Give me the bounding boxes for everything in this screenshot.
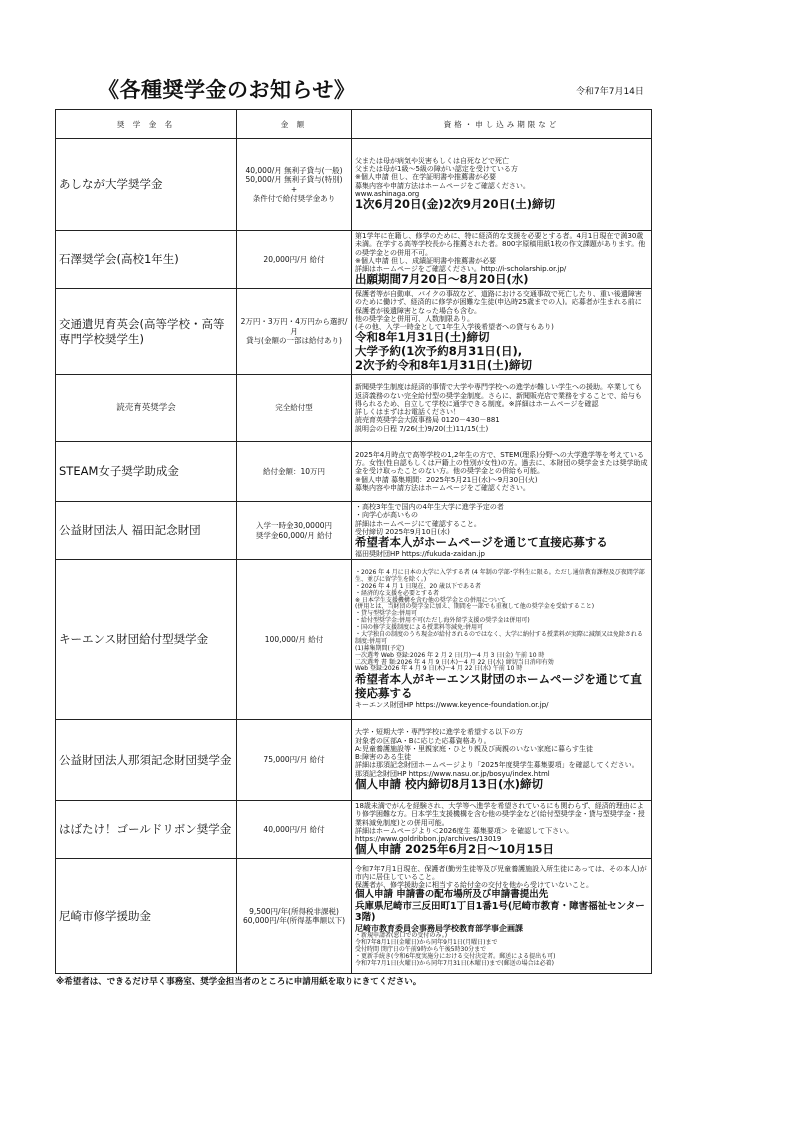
scholarship-amount: [237, 375, 352, 442]
table-row: [56, 560, 652, 720]
table-row: [56, 375, 652, 442]
scholarship-amount: [237, 289, 352, 375]
detail-line: 詳細はホームページをご確認ください。http://i-scholarship.or.jp/: [355, 265, 567, 273]
detail-line: 那須記念財団HP https://www.nasu.or.jp/bosyu/index.html: [355, 769, 550, 778]
amount-line: 貸与(金額の一部は給付あり): [246, 336, 342, 346]
table-row: [56, 139, 652, 231]
scholarship-details: [352, 560, 652, 720]
amount-line: +: [290, 184, 298, 194]
scholarship-name: 交通遺児育英会(高等学校・高等専門学校奨学生): [56, 289, 237, 375]
detail-line: 詳しくはまずはお電話ください！: [355, 408, 460, 417]
apply-highlight: 希望者本人がキーエンス財団のホームページを通じて直接応募する: [355, 672, 642, 701]
scholarship-details: [352, 502, 652, 560]
detail-line: 父または母が病気や災害もしくは自死などで死亡: [355, 156, 509, 165]
apply-line: 個人申請 申請書の配布場所及び申請書提出先: [355, 889, 549, 901]
deadline: 令和8年1月31日(土)締切: [355, 330, 490, 345]
scholarship-amount: [237, 801, 352, 859]
detail-line: ・大学独自の制度のうち現金が給付されるのではなく、大学に納付する授業料が実際に減額又は免除される制度:併用可: [355, 631, 643, 645]
detail-line: 令和7年7月1日(火曜日)から同年7月31日(木曜日)まで(郵送の場合は必着): [355, 959, 554, 967]
amount-line: 75,000円/月 給付: [263, 755, 325, 765]
apply-highlight: 希望者本人がホームページを通じて直接応募する: [355, 535, 608, 550]
detail-line: 説明会の日程 7/26(土)9/20(土)11/15(土): [355, 424, 489, 433]
detail-line: ・2026 年 4 月 1 日現在、20 歳以下である者: [355, 582, 481, 590]
table-row: [56, 502, 652, 560]
detail-line: 詳細は那須記念財団ホームページより「2025年度奨学生募集要項」を確認してください。: [355, 761, 639, 770]
deadline: 1次6月20日(金)2次9月20日(土)締切: [355, 197, 556, 212]
scholarship-table: [55, 109, 652, 974]
header-details: 資格・申し込み期限など: [352, 110, 652, 139]
apply-line: 兵庫県尼崎市三反田町1丁目1番1号(尼崎市教育・障害福祉センター3階): [355, 900, 645, 924]
scholarship-name: 公益財団法人那須記念財団奨学金: [56, 720, 237, 801]
deadline: 大学予約(1次予約8月31日(日),: [355, 344, 523, 359]
detail-line: ※個人申請 但し、在学証明書や推薦書が必要: [355, 173, 497, 182]
office-name: 尼崎市教育委員会事務局学校教育部学事企画課: [355, 923, 523, 933]
detail-line: 保護者等が自動車、バイクの事故など、道路における交通事故で死亡したり、重い後遺障害のために働けず、経済的に修学が困難な生徒(申込時25歳までの人)。応募者が生まれる前に保護者が後遺障害となった場合も含む。: [355, 290, 642, 315]
amount-line: 9,500円/年(所得税非課税): [249, 906, 339, 916]
amount-line: 100,000/月 給付: [264, 634, 324, 644]
detail-line: www.ashinaga.org: [355, 189, 420, 198]
table-header-row: [56, 110, 652, 139]
scholarship-name: STEAM女子奨学助成金: [56, 442, 237, 502]
footer-note: ※希望者は、できるだけ早く事務室、奨学金担当者のところに申請用紙を取りにきてください。: [56, 977, 422, 987]
detail-line: 令和7年7月1日現在、保護者(勤労生徒等及び児童養護施設入所生徒にあっては、その本人)が市内に居住していること。: [355, 864, 647, 881]
detail-line: 18歳未満でがんを経験され、大学等へ進学を希望されているにも関わらず、経済的理由により修学困難な方。日本学生支援機構を含む他の奨学金など(給付型奨学金・貸与型奨学金・授業料減免制度)との併用可能。: [355, 802, 645, 827]
scholarship-details: [352, 139, 652, 231]
detail-line: 父または母が1級～5級の障がい認定を受けている方: [355, 165, 518, 174]
detail-line: 大学・短期大学・専門学校に進学を希望する以下の方: [355, 728, 523, 737]
scholarship-amount: [237, 859, 352, 974]
scholarship-amount: [237, 139, 352, 231]
detail-line: 新聞奨学生制度は経済的事情で大学や専門学校への進学が難しい学生への援助。卒業しても返済義務のない完全給付型の奨学金制度。さらに、新聞販売店で業務をすることで、給与も得られるため、自立して学校に通学できる制度。※詳細はホームページを確認: [355, 383, 642, 408]
table-row: [56, 720, 652, 801]
table-row: [56, 289, 652, 375]
detail-line: 2025年4月時点で高等学校の1,2年生の方で、STEM(理系)分野への大学進学等を考えている方。女性(性自認もしくは戸籍上の性別が女性)の方。過去に、本財団の奨学金または奨学助成金を受け取ったことのない方。他の奨学金との併給も可能。: [355, 450, 648, 476]
detail-line: 二次選考 書 類:2026 年 4 月 9 日(木)～4 月 22 日(水) 締切当日消印有効: [355, 658, 554, 666]
scholarship-details: [352, 231, 652, 289]
deadline: 2次予約令和8年1月31日(土)締切: [355, 358, 533, 373]
amount-line: 完全給付型: [275, 403, 313, 413]
detail-line: ※ 日本学生支援機構を含む他の奨学金との併用について: [355, 596, 506, 604]
detail-line: Web 登録:2026 年 4 月 9 日(木)～4 月 22 日(水) 午前 10 時: [355, 665, 523, 673]
scholarship-details: [352, 720, 652, 801]
foundation-url[interactable]: キーエンス財団HP https://www.keyence-foundation.or.jp/: [355, 700, 549, 709]
amount-line: 40,000円/月 給付: [263, 824, 325, 834]
amount-line: 奨学金60,000/月 給付: [255, 530, 333, 540]
detail-line: 読売育英奨学会大阪事務局 0120－430－881: [355, 416, 500, 425]
detail-line: ・2026 年 4 月に日本の大学に入学する者 (4 年制の学部･学科生に限る。ただし通信教育課程及び夜間学部生、並びに留学生を除く。): [355, 568, 645, 583]
amount-line: 条件付で給付奨学金あり: [252, 193, 336, 203]
scholarship-details: [352, 375, 652, 442]
detail-line: ※個人申請 但し、成績証明書や推薦書が必要: [355, 256, 497, 265]
detail-line: ・高校3年生で国内の4年生大学に進学予定の者: [355, 503, 504, 512]
detail-line: (1)募集期間(予定): [355, 644, 405, 652]
scholarship-name: あしなが大学奨学金: [56, 139, 237, 231]
detail-line: 保護者が、修学援助金に相当する給付金の交付を他から受けていないこと。: [355, 881, 593, 890]
scholarship-name: 尼崎市修学援助金: [56, 859, 237, 974]
scholarship-amount: [237, 720, 352, 801]
amount-line: 入学一時金30,0000円: [255, 521, 332, 531]
table-row: [56, 801, 652, 859]
amount-line: 2万円・3万円・4万円から選択/月: [240, 317, 348, 336]
detail-line: https://www.goldribbon.jp/archives/13019: [355, 835, 502, 844]
table-row: [56, 859, 652, 974]
detail-line: ・更新手続き(令和6年度実施分における交付決定者。郵送による提出も可): [355, 952, 556, 960]
detail-line: ・向学心が高いもの: [355, 511, 418, 520]
detail-line: 募集内容や申請方法はホームページをご確認ください。: [355, 483, 530, 492]
deadline: 出願期間7月20日～8月20日(水): [355, 272, 529, 287]
detail-line: 対象者の区部A・Bに応じた応募資格あり。: [355, 736, 491, 745]
detail-line: ・貸与型奨学金:併用可: [355, 610, 418, 618]
scholarship-name: 公益財団法人 福田記念財団: [56, 502, 237, 560]
scholarship-amount: [237, 231, 352, 289]
scholarship-details: [352, 801, 652, 859]
detail-line: 一次選考 Web 登録:2026 年 2 月 2 日(月)～4 月 3 日(金) 午前 10 時: [355, 651, 545, 659]
issue-date: 令和7年7月14日: [576, 87, 644, 97]
scholarship-amount: [237, 502, 352, 560]
scholarship-amount: [237, 442, 352, 502]
scholarship-name: キーエンス財団給付型奨学金: [56, 560, 237, 720]
detail-line: ※個人申請 募集期間：2025年5月21日(水)～9月30日(火): [355, 475, 538, 484]
scholarship-details: [352, 289, 652, 375]
page-title: 《各種奨学金のお知らせ》: [98, 78, 356, 102]
scholarship-amount: [237, 560, 352, 720]
scholarship-details: [352, 442, 652, 502]
detail-line: 受付時間 閉庁日の午前9時から午後5時30分まで: [355, 945, 487, 953]
detail-line: 受付締切 2025年9月10日(水): [355, 527, 450, 536]
header-name: 奨 学 金 名: [56, 110, 237, 139]
detail-line: (その他、入学一時金として1年生入学後希望者への貸与もあり): [355, 323, 554, 332]
amount-line: 20,000円/月 給付: [263, 254, 325, 264]
amount-line: 40,000/月 無利子貸与(一般): [245, 165, 343, 175]
detail-line: ・給付型奨学金:併用不可(ただし海外留学支援の奨学金は併用可): [355, 617, 530, 625]
amount-line: 60,000円/年(所得基準額以下): [242, 916, 346, 926]
table-row: [56, 231, 652, 289]
foundation-url[interactable]: 福田奨財団HP https://fukuda-zaidan.jp: [355, 549, 485, 558]
scholarship-name: 読売育英奨学会: [56, 375, 237, 442]
amount-line: 給付金額：10万円: [262, 466, 326, 476]
amount-line: 50,000/月 無利子貸与(特別): [245, 175, 343, 185]
header-amount: 金 額: [237, 110, 352, 139]
detail-line: 他の奨学金と併用可、人数制限あり。: [355, 314, 474, 323]
detail-line: 募集内容や申請方法はホームページをご確認ください。: [355, 181, 530, 190]
deadline: 個人申請 2025年6月2日～10月15日: [355, 842, 555, 857]
detail-line: 令和7年8月1日(金曜日)から同年9月1日(月曜日)まで: [355, 938, 498, 946]
detail-line: ・国の修学支援制度による授業料等減免:併用可: [355, 624, 484, 632]
detail-line: (併用とは、当財団の奨学金に加え、期間を一部でも重複して他の奨学金を受給すること): [355, 603, 595, 611]
detail-line: 第1学年に在籍し、修学のために、特に経済的な支援を必要とする者。4月1日現在で満30歳未満。在学する高等学校長から推薦された者。800字原稿用紙1枚の作文課題があります。他の奨学金との併用不可。: [355, 232, 646, 257]
detail-line: 詳細はホームページより＜2026度生 募集要項＞ を確認して下さい。: [355, 826, 574, 835]
scholarship-details: [352, 859, 652, 974]
detail-line: ・経済的な支援を必要とする者: [355, 589, 440, 597]
detail-line: B:障害のある生徒: [355, 753, 412, 762]
deadline: 個人申請 校内締切8月13日(水)締切: [355, 776, 544, 791]
detail-line: ・新規申請者(窓口での受付のみ。): [355, 932, 448, 940]
scholarship-name: はばたけ！ゴールドリボン奨学金: [56, 801, 237, 859]
detail-line: A:児童養護施設等・里親家庭・ひとり親及び両親のいない家庭に暮らす生徒: [355, 744, 594, 753]
detail-line: 詳細はホームページにて確認すること。: [355, 519, 481, 528]
table-row: [56, 442, 652, 502]
scholarship-name: 石澤奨学会(高校1年生): [56, 231, 237, 289]
